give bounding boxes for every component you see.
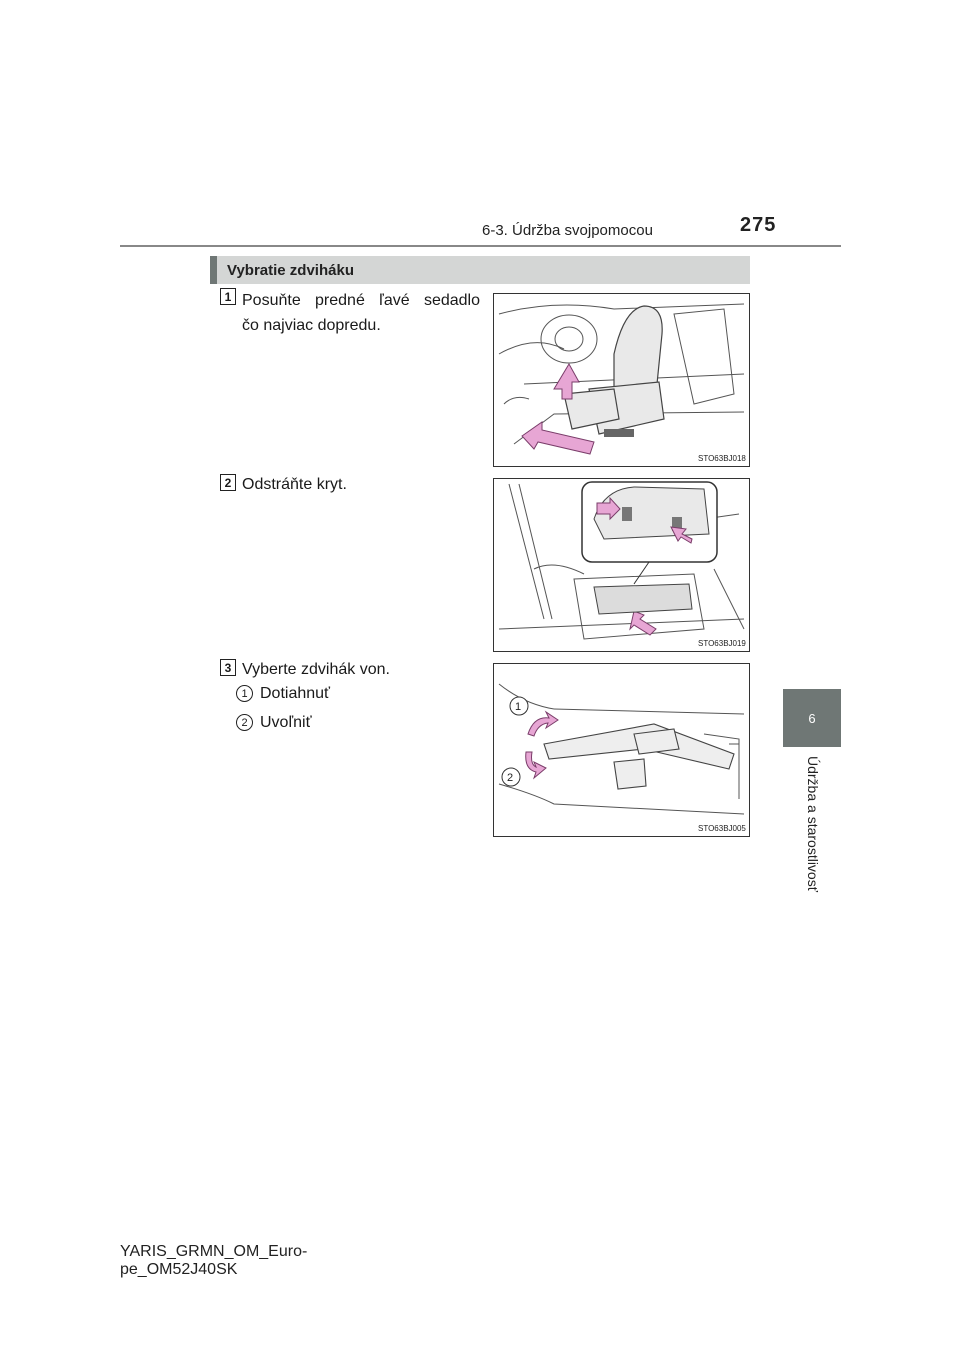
step-1-text [242, 288, 480, 338]
section-accent [210, 256, 217, 284]
header-divider [120, 245, 841, 247]
section-title: Vybratie zdviháku [227, 261, 354, 279]
figure-seat-forward [493, 293, 750, 467]
section-title-bar [210, 256, 750, 284]
subitem-1-label: Dotiahnuť [260, 685, 331, 702]
figure-remove-cover [493, 478, 750, 652]
callout-1: 1 [515, 701, 522, 713]
cover-illustration [494, 479, 749, 651]
jack-illustration [494, 664, 749, 836]
chapter-title: Údržba a starostlivosť [805, 756, 821, 892]
step-number-3: 3 [220, 659, 236, 676]
subitem-2-label: Uvoľniť [260, 714, 312, 731]
step-3-text: Vyberte zdvihák von. [242, 661, 390, 678]
figure-code-3: STO63BJ005 [698, 824, 746, 833]
subitem-2-number: 2 [236, 714, 253, 731]
footer-doc-code [120, 1243, 307, 1279]
chapter-number: 6 [808, 710, 816, 726]
step-1-text-line2: čo najviac dopredu. [242, 317, 381, 334]
callout-2: 2 [507, 772, 514, 784]
figure-code-1: STO63BJ018 [698, 454, 746, 463]
page-number: 275 [740, 214, 777, 236]
subitem-1-number: 1 [236, 685, 253, 702]
figure-code-2: STO63BJ019 [698, 639, 746, 648]
step-number-1: 1 [220, 288, 236, 305]
footer-line-2: pe_OM52J40SK [120, 1261, 238, 1278]
chapter-tab [783, 689, 841, 747]
figure-jack-removal [493, 663, 750, 837]
header-section-title: 6-3. Údržba svojpomocou [482, 222, 653, 239]
footer-line-1: YARIS_GRMN_OM_Euro- [120, 1243, 308, 1260]
step-2-text: Odstráňte kryt. [242, 476, 347, 493]
step-number-2: 2 [220, 474, 236, 491]
seat-illustration [494, 294, 749, 466]
step-1-text-line1: Posuňte predné ľavé sedadlo [242, 292, 480, 309]
